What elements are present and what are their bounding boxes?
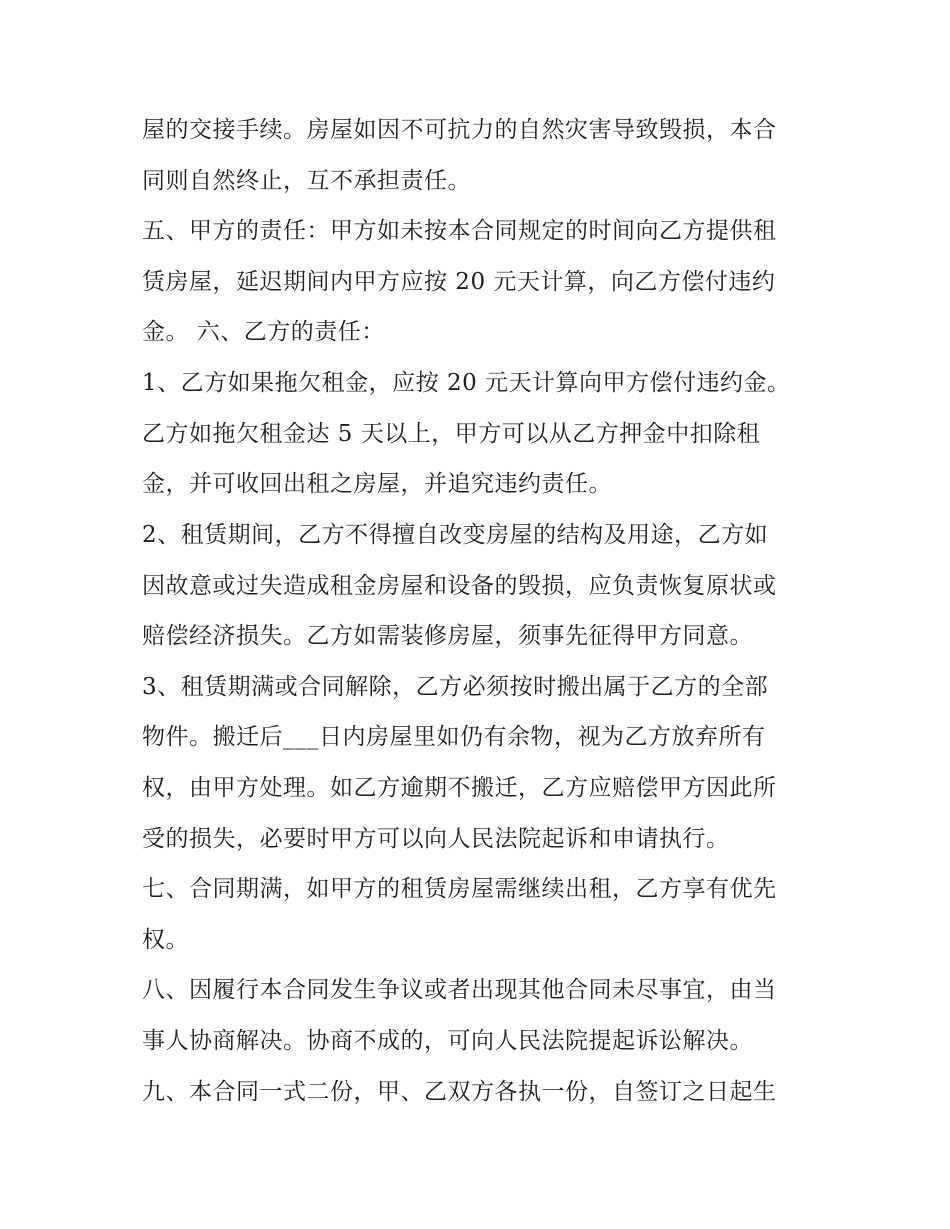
text-line: 赁房屋，延迟期间内甲方应按 20 元天计算，向乙方偿付违约: [142, 269, 776, 295]
text-line: 赔偿经济损失。乙方如需装修房屋，须事先征得甲方同意。: [142, 623, 753, 649]
text-line: 因故意或过失造成租金房屋和设备的毁损，应负责恢复原状或: [142, 573, 777, 599]
text-line: 乙方如拖欠租金达 5 天以上，甲方可以从乙方押金中扣除租: [142, 421, 761, 447]
text-line: 3、租赁期满或合同解除，乙方必须按时搬出属于乙方的全部: [142, 674, 769, 700]
text-line: 屋的交接手续。房屋如因不可抗力的自然灾害导致毁损，本合: [142, 117, 777, 143]
text-line: 七、合同期满，如甲方的租赁房屋需继续出租，乙方享有优先: [142, 876, 777, 902]
text-line: 金。 六、乙方的责任：: [142, 319, 385, 345]
text-line: 事人协商解决。协商不成的，可向人民法院提起诉讼解决。: [142, 1028, 753, 1054]
text-line: 权。: [142, 927, 189, 953]
text-line: 九、本合同一式二份，甲、乙双方各执一份，自签订之日起生: [142, 1079, 777, 1105]
text-line: 五、甲方的责任：甲方如未按本合同规定的时间向乙方提供租: [142, 218, 777, 244]
text-line: 同则自然终止，互不承担责任。: [142, 168, 471, 194]
text-line: 2、租赁期间，乙方不得擅自改变房屋的结构及用途，乙方如: [142, 522, 769, 548]
text-line: 金，并可收回出租之房屋，并追究违约责任。: [142, 471, 612, 497]
text-line: 物件。搬迁后___日内房屋里如仍有余物，视为乙方放弃所有: [142, 724, 766, 750]
text-line: 权，由甲方处理。如乙方逾期不搬迁，乙方应赔偿甲方因此所: [142, 775, 777, 801]
text-line: 1、乙方如果拖欠租金，应按 20 元天计算向甲方偿付违约金。: [142, 370, 791, 396]
text-line: 受的损失，必要时甲方可以向人民法院起诉和申请执行。: [142, 826, 730, 852]
text-line: 八、因履行本合同发生争议或者出现其他合同未尽事宜，由当: [142, 977, 777, 1003]
